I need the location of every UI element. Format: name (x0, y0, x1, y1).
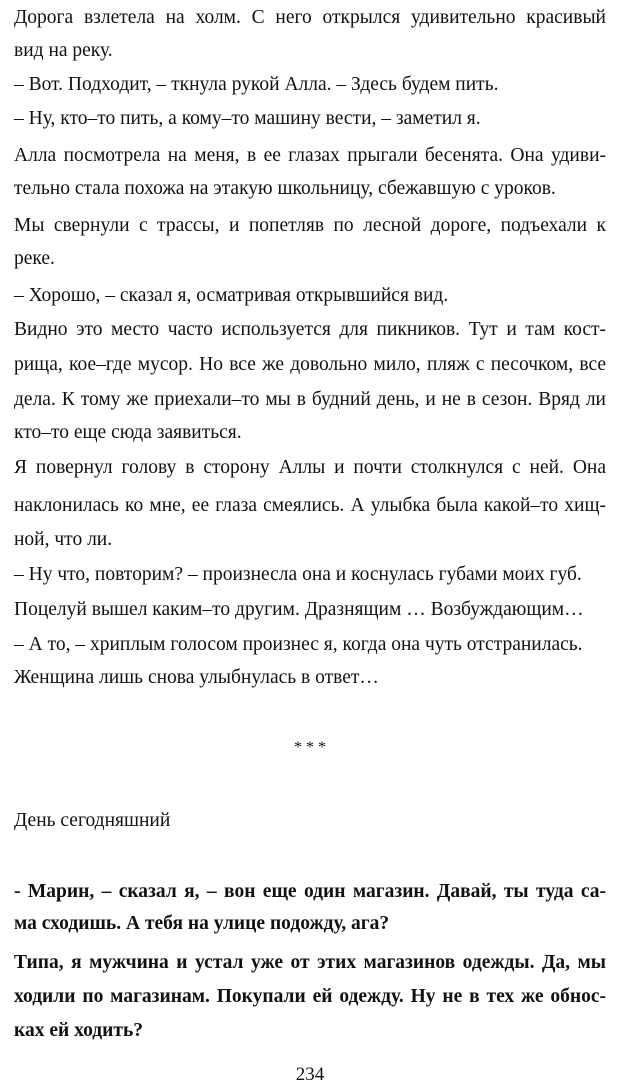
text-line: Дорога взлетела на холм. С него открылся удивительно красивый (14, 7, 606, 28)
text-line: Видно это место часто используется для пикников. Тут и там кост- (14, 319, 606, 340)
text-line: – А то, – хриплым голосом произнес я, когда она чуть отстранилась. (14, 634, 583, 655)
bold-text-line: Типа, я мужчина и устал уже от этих магазинов одежды. Да, мы (14, 952, 606, 973)
text-line: – Вот. Подходит, – ткнула рукой Алла. – Здесь будем пить. (14, 74, 499, 95)
text-line: Алла посмотрела на меня, в ее глазах прыгали бесенята. Она удиви- (14, 145, 606, 166)
text-line: вид на реку. (14, 40, 113, 61)
bold-text-line: ма сходишь. А тебя на улице подожду, ага? (14, 913, 390, 934)
text-line: Женщина лишь снова улыбнулась в ответ… (14, 667, 379, 688)
text-line: ной, что ли. (14, 529, 113, 550)
text-line: дела. К тому же приехали–то мы в будний день, и не в сезон. Вряд ли (14, 389, 606, 410)
text-line: кто–то еще сюда заявиться. (14, 422, 242, 443)
section-title: День сегодняшний (14, 810, 171, 831)
bold-text-line: ходили по магазинам. Покупали ей одежду. Ну не в тех же обнос- (14, 986, 606, 1007)
text-line: – Ну что, повторим? – произнесла она и коснулась губами моих губ. (14, 564, 582, 585)
text-line: Я повернул голову в сторону Аллы и почти столкнулся с ней. Она (14, 457, 606, 478)
text-line: реке. (14, 248, 55, 269)
page-number: 234 (295, 1064, 325, 1085)
text-line: рища, кое–где мусор. Но все же довольно мило, пляж с песочком, все (14, 354, 606, 375)
bold-text-line: ках ей ходить? (14, 1020, 144, 1041)
bold-text-line: - Марин, – сказал я, – вон еще один магазин. Давай, ты туда са- (14, 881, 606, 902)
text-line: – Хорошо, – сказал я, осматривая открывшийся вид. (14, 285, 449, 306)
text-line: – Ну, кто–то пить, а кому–то машину вести, – заметил я. (14, 108, 481, 129)
section-separator: * * * (294, 739, 326, 756)
text-line: наклонилась ко мне, ее глаза смеялись. А улыбка была какой–то хищ- (14, 495, 606, 516)
text-line: Мы свернули с трассы, и попетляв по лесной дороге, подъехали к (14, 215, 606, 236)
text-line: Поцелуй вышел каким–то другим. Дразнящим … Возбуждающим… (14, 599, 584, 620)
text-line: тельно стала похожа на этакую школьницу, сбежавшую с уроков. (14, 178, 556, 199)
